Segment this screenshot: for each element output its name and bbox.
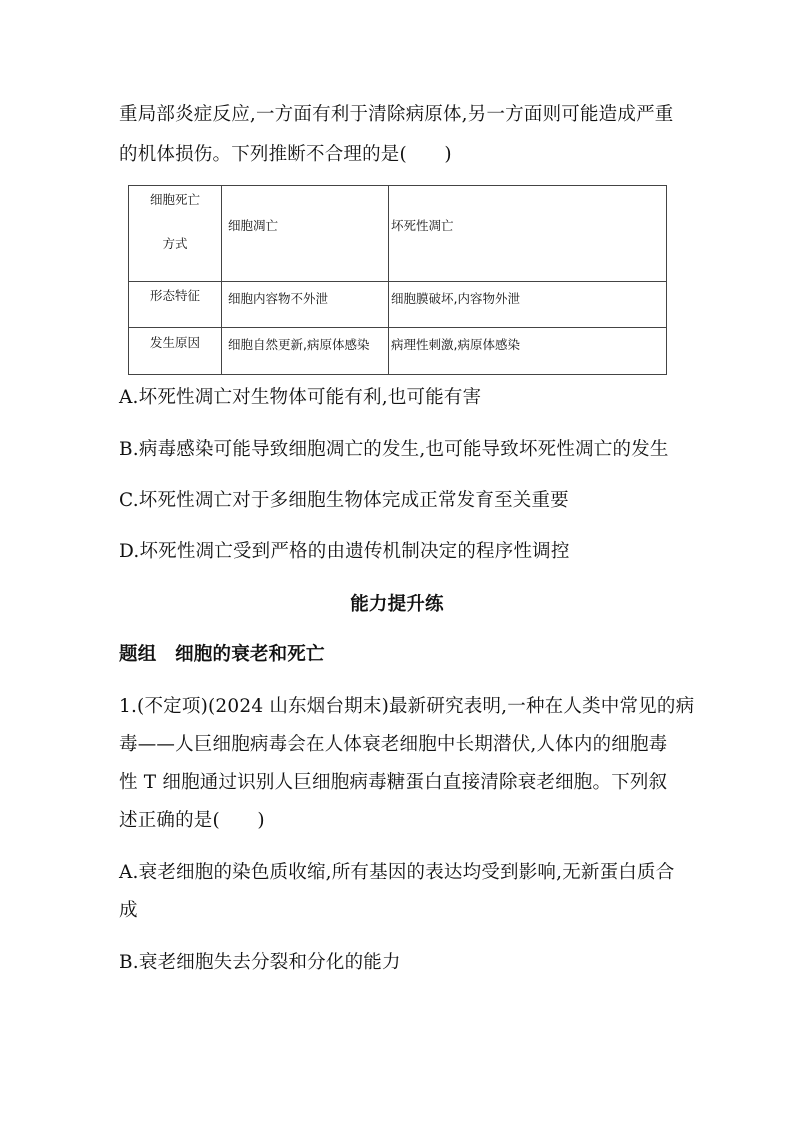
row-morphology-necroptosis: 细胞膜破坏,内容物外泄 bbox=[389, 282, 667, 328]
header-death-mode-line-2: 方式 bbox=[162, 236, 188, 251]
table-header-necroptosis: 坏死性凋亡 bbox=[389, 186, 667, 282]
question-2-option-a-line-2: 成 bbox=[119, 900, 138, 921]
table-header-death-mode bbox=[129, 186, 222, 282]
question-2-line-1: 1.(不定项)(2024 山东烟台期末)最新研究表明,一种在人类中常见的病 bbox=[119, 696, 695, 717]
option-b: B.病毒感染可能导致细胞凋亡的发生,也可能导致坏死性凋亡的发生 bbox=[119, 439, 669, 460]
question-intro-line-2: 的机体损伤。下列推断不合理的是( ) bbox=[119, 144, 452, 165]
cell-death-comparison-table bbox=[128, 185, 667, 375]
header-death-mode-line-1: 细胞死亡 bbox=[149, 192, 200, 207]
table-row bbox=[129, 282, 667, 328]
question-2-line-3: 性 T 细胞通过识别人巨细胞病毒糖蛋白直接清除衰老细胞。下列叙 bbox=[119, 772, 668, 793]
question-2-line-4: 述正确的是( ) bbox=[119, 810, 265, 831]
row-cause-necroptosis: 病理性刺激,病原体感染 bbox=[389, 328, 667, 375]
table-row bbox=[129, 328, 667, 375]
row-morphology-apoptosis: 细胞内容物不外泄 bbox=[222, 282, 389, 328]
table-header-apoptosis: 细胞凋亡 bbox=[222, 186, 389, 282]
row-cause-apoptosis: 细胞自然更新,病原体感染 bbox=[222, 328, 389, 375]
table-header-row bbox=[129, 186, 667, 282]
question-intro-line-1: 重局部炎症反应,一方面有利于清除病原体,另一方面则可能造成严重 bbox=[119, 104, 674, 125]
row-label-morphology: 形态特征 bbox=[129, 282, 222, 328]
question-2-option-b: B.衰老细胞失去分裂和分化的能力 bbox=[119, 952, 401, 973]
question-2-option-a-line-1: A.衰老细胞的染色质收缩,所有基因的表达均受到影响,无新蛋白质合 bbox=[119, 862, 675, 883]
section-title: 能力提升练 bbox=[350, 594, 444, 615]
question-2-line-2: 毒——人巨细胞病毒会在人体衰老细胞中长期潜伏,人体内的细胞毒 bbox=[119, 734, 668, 755]
row-label-cause: 发生原因 bbox=[129, 328, 222, 375]
option-d: D.坏死性凋亡受到严格的由遗传机制决定的程序性调控 bbox=[119, 541, 570, 562]
group-title: 题组 细胞的衰老和死亡 bbox=[119, 644, 325, 665]
option-a: A.坏死性凋亡对生物体可能有利,也可能有害 bbox=[119, 387, 482, 408]
option-c: C.坏死性凋亡对于多细胞生物体完成正常发育至关重要 bbox=[119, 490, 569, 511]
